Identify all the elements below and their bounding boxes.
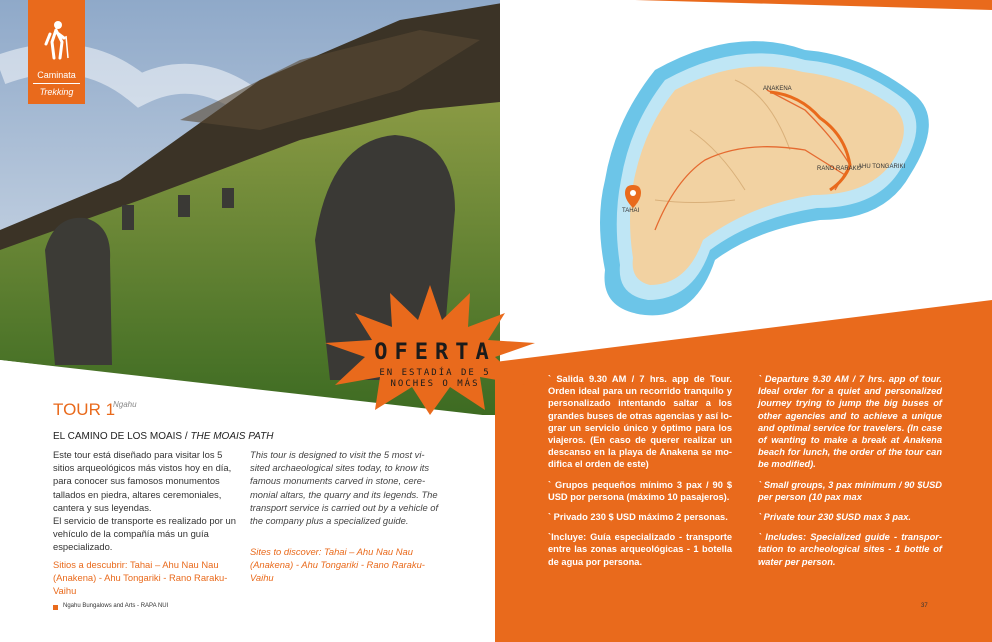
footer-bullet (53, 605, 58, 610)
island-map (505, 0, 992, 330)
details-en (758, 373, 942, 576)
page-number: 37 (921, 603, 928, 609)
detail-en-3: ` Private tour 230 $USD max 3 pax. (758, 512, 911, 523)
hiker-icon (42, 20, 72, 60)
detail-es-1: ` Salida 9.30 AM / 7 hrs. app de Tour. Orden ideal para un recorrido tranquilo y personalizado intentando saltar a los grandes buses de otras agencias y así lo- grar un servicio único y óptimo para los viajeros. (En caso de querer realizar un descanso en la playa de Anakena se mo- difica el orden de este) (548, 374, 732, 470)
category-label-es: Caminata (37, 70, 76, 80)
detail-es-2: ` Grupos pequeños mínimo 3 pax / 90 $ USD por persona (máximo 10 pasajeros). (548, 479, 732, 502)
detail-en-4: ` Includes: Specialized guide - transpor- tation to archeological sites - 1 bottle of water per person. (758, 532, 942, 567)
sites-en: Sites to discover: Tahai – Ahu Nau Nau (Anakena) - Ahu Tongariki - Rano Raraku- Vaihu (250, 546, 425, 584)
map-label-tongariki: AHU TONGARIKI (858, 164, 906, 170)
detail-en-1: ` Departure 9.30 AM / 7 hrs. app of tour. Ideal order for a quiet and personalized journey trying to jump the big buses of other agencies and to achieve a unique and optimal service for travelers. (In case of wanting to make a break at Anakena beach for lunch, the order of the tour can be modified). (758, 374, 942, 470)
category-tab (28, 0, 85, 104)
body-es: Este tour está diseñado para visitar los 5 sitios arqueológicos más vistos hoy en día, para conocer sus famosos monumentos tallados en piedra, altares ceremoniales, cantera y sus leyendas. El servicio de transporte es realizado por un vehículo de la compañía más un guía especializado. (53, 449, 236, 553)
category-label-en: Trekking (39, 87, 74, 97)
category-divider (33, 83, 80, 84)
footer-text: Ngahu Bungalows and Arts - RAPA NUI (63, 603, 169, 609)
detail-es-4: `Incluye: Guía especializado - transporte entre las zonas arqueológicas - 1 botella de agua por persona. (548, 532, 732, 567)
details-es (548, 373, 732, 576)
offer-title: OFERTA (374, 340, 496, 365)
subtitle-sep: / (182, 431, 191, 442)
subtitle-es: EL CAMINO DE LOS MOAIS (53, 431, 183, 442)
map-label-anakena: ANAKENA (763, 86, 792, 92)
detail-es-3: ` Privado 230 $ USD máximo 2 personas. (548, 512, 728, 523)
body-en: This tour is designed to visit the 5 most vi- sited archaeological sites today, to know its famous monuments carved in stone, cere- monial altars, the quarry and its legends. The transport service is carried out by a vehicle of the company plus a specialized guide. (250, 449, 439, 527)
tour-subtitle (53, 431, 273, 442)
offer-subtitle: EN ESTADÍA DE 5 NOCHES O MÁS (379, 368, 491, 389)
tour-title: TOUR 1 (53, 400, 116, 419)
map-label-rano: RANO RARAKU (817, 166, 862, 172)
sites-es: Sitios a descubrir: Tahai – Ahu Nau Nau (Anakena) - Ahu Tongariki - Rano Raraku-Vaihu (53, 559, 228, 597)
map-label-tahai: TAHAI (622, 208, 640, 214)
subtitle-en: THE MOAIS PATH (190, 431, 274, 442)
detail-en-2: ` Small groups, 3 pax minimum / 90 $USD per person (10 pax max (758, 479, 942, 502)
brand-logo: Ngahu (113, 400, 137, 409)
